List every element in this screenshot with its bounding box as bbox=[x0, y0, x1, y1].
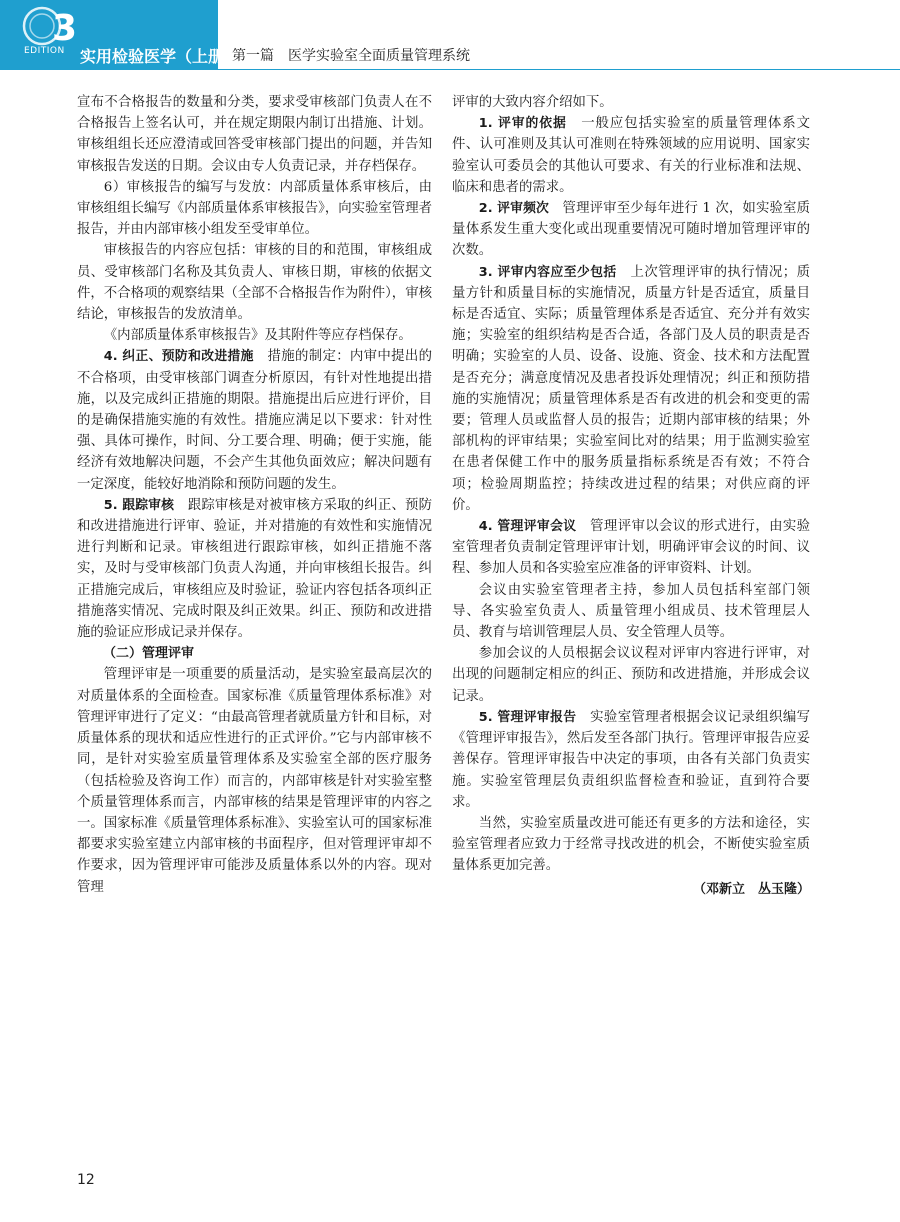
section-body: 管理评审至少每年进行 1 次，如实验室质量体系发生重大变化或出现重要情况可随时增加管理评审的次数。 bbox=[452, 201, 810, 259]
section-heading-review-report: 5. 管理评审报告 bbox=[478, 709, 577, 725]
left-paragraph-1: 宣布不合格报告的数量和分类，要求受审核部门负责人在不合格报告上签名认可，并在规定期限内制订出措施、计划。审核组组长还应澄清或回答受审核部门提出的问题，并告知审核报告发送的日期。会议由专人负责记录，并存档保存。 bbox=[77, 95, 432, 174]
left-paragraph-3: 审核报告的内容应包括：审核的目的和范围，审核组成员、受审核部门名称及其负责人、审核日期，审核的依据文件，不合格项的观察结果（全部不合格报告作为附件），审核结论，审核报告的发放清单。 bbox=[77, 243, 432, 323]
section-heading-follow-up-audit: 5. 跟踪审核 bbox=[103, 497, 175, 513]
right-paragraph-9: 当然，实验室质量改进可能还有更多的方法和途径，实验室管理者应致力于经常寻找改进的机会，不断使实验室质量体系更加完善。 bbox=[452, 815, 810, 874]
section-body: 上次管理评审的执行情况；质量方针和质量目标的实施情况，质量方针是否适宜，质量目标是否适宜、实际；质量管理体系是否适宜、充分并有效实施；实验室的组织结构是否合适，各部门及人员的职责是否明确；实验室的人员、设备、设施、资金、技术和方法配置是否充分；满意度情况及患者投诉处理情况；纠正和预防措施的实施情况；质量管理体系是否有改进的机会和变更的需要；管理人员或监督人员的报告；近期内部审核的结果；外部机构的评审结果；实验室间比对的结果；用于监测实验室在患者保健工作中的服务质量指标系统是否有效；不符合项；检验周期监控；持续改进过程的结果；对供应商的评价。 bbox=[452, 264, 810, 513]
right-paragraph-8 bbox=[452, 707, 810, 813]
left-paragraph-2: 6）审核报告的编写与发放：内部质量体系审核后，由审核组组长编写《内部质量体系审核报告》，向实验室管理者报告，并由内部审核小组发至受审单位。 bbox=[77, 179, 432, 238]
header-rule bbox=[218, 69, 900, 70]
author-credit: （邓新立 丛玉隆） bbox=[692, 881, 810, 897]
right-paragraph-1: 评审的大致内容介绍如下。 bbox=[452, 95, 613, 110]
header-band bbox=[0, 0, 241, 70]
page-header bbox=[0, 0, 900, 70]
edition-label: EDITION bbox=[24, 46, 65, 56]
section-body: 实验室管理者根据会议记录组织编写《管理评审报告》，然后发至各部门执行。管理评审报告应妥善保存。管理评审报告中决定的事项，由各有关部门负责实施。实验室管理层负责组织监督检查和验证，直到符合要求。 bbox=[452, 709, 810, 810]
right-paragraph-4 bbox=[452, 262, 810, 516]
section-body: 措施的制定：内审中提出的不合格项，由受审核部门调查分析原因，有针对性地提出措施，以及完成纠正措施的期限。措施提出后应进行评价，目的是确保措施实施的有效性。措施应满足以下要求：针对性强、具体可操作，时间、分工要合理、明确；便于实施，能经济有效地解决问题，不会产生其他负面效应；解决问题有一定深度，能较好地消除和预防问题的发生。 bbox=[77, 349, 432, 492]
right-paragraph-6: 会议由实验室管理者主持，参加人员包括科室部门领导、各实验室负责人、质量管理小组成员、技术管理层人员、教育与培训管理层人员、安全管理人员等。 bbox=[452, 582, 810, 641]
section-body: 管理评审以会议的形式进行，由实验室管理者负责制定管理评审计划，明确评审会议的时间、议程、参加人员和各实验室应准备的评审资料、计划。 bbox=[452, 519, 810, 577]
left-paragraph-5 bbox=[77, 346, 432, 494]
section-body: 一般应包括实验室的质量管理体系文件、认可准则及其认可准则在特殊领域的应用说明、国家实验室认可委员会的其他认可要求、有关的行业标准和法规、临床和患者的需求。 bbox=[452, 116, 810, 195]
section-heading-review-meeting: 4. 管理评审会议 bbox=[478, 519, 577, 535]
right-paragraph-5 bbox=[452, 516, 810, 580]
edition-mark: 3 bbox=[52, 8, 78, 46]
section-heading-review-frequency: 2. 评审频次 bbox=[478, 201, 549, 217]
book-title: 实用检验医学（上册） bbox=[80, 47, 241, 66]
edition-3-logo-icon bbox=[22, 6, 80, 46]
part-title: 第一篇 医学实验室全面质量管理系统 bbox=[232, 48, 470, 64]
section-heading-review-basis: 1. 评审的依据 bbox=[478, 116, 567, 132]
left-column bbox=[77, 92, 432, 898]
right-paragraph-3 bbox=[452, 198, 810, 262]
left-paragraph-7: 管理评审是一项重要的质量活动，是实验室最高层次的对质量体系的全面检查。国家标准《质量管理体系标准》对管理评审进行了定义：“由最高管理者就质量方针和目标，对质量体系的现状和适应性进行的正式评价。”它与内部审核不同，是针对实验室质量管理体系及实验室全部的医疗服务（包括检验及咨询工作）而言的，内部审核是针对实验室整个质量管理体系而言，内部审核的结果是管理评审的内容之一。国家标准《质量管理体系标准》、实验室认可的国家标准都要求实验室建立内部审核的书面程序，但对管理评审却不作要求，因为管理评审可能涉及质量体系以外的内容。现对管理 bbox=[77, 667, 432, 895]
page-number: 12 bbox=[77, 1172, 95, 1188]
left-paragraph-6 bbox=[77, 495, 432, 643]
subheading-management-review: （二）管理评审 bbox=[103, 646, 195, 662]
section-body: 跟踪审核是对被审核方采取的纠正、预防和改进措施进行评审、验证，并对措施的有效性和实施情况进行判断和记录。审核组进行跟踪审核，如纠正措施不落实，及时与受审核部门负责人沟通，并向审核组长报告。纠正措施完成后，审核组应及时验证，验证内容包括各项纠正措施落实情况、完成时限及纠正效果。纠正、预防和改进措施的验证应形成记录并保存。 bbox=[77, 497, 432, 641]
section-heading-review-content: 3. 评审内容应至少包括 bbox=[478, 264, 617, 280]
right-paragraph-7: 参加会议的人员根据会议议程对评审内容进行评审，对出现的问题制定相应的纠正、预防和改进措施，并形成会议记录。 bbox=[452, 646, 810, 704]
section-heading-corrective-actions: 4. 纠正、预防和改进措施 bbox=[103, 349, 254, 365]
right-paragraph-2 bbox=[452, 113, 810, 198]
left-paragraph-4: 《内部质量体系审核报告》及其附件等应存档保存。 bbox=[103, 328, 412, 344]
right-column bbox=[452, 92, 810, 900]
